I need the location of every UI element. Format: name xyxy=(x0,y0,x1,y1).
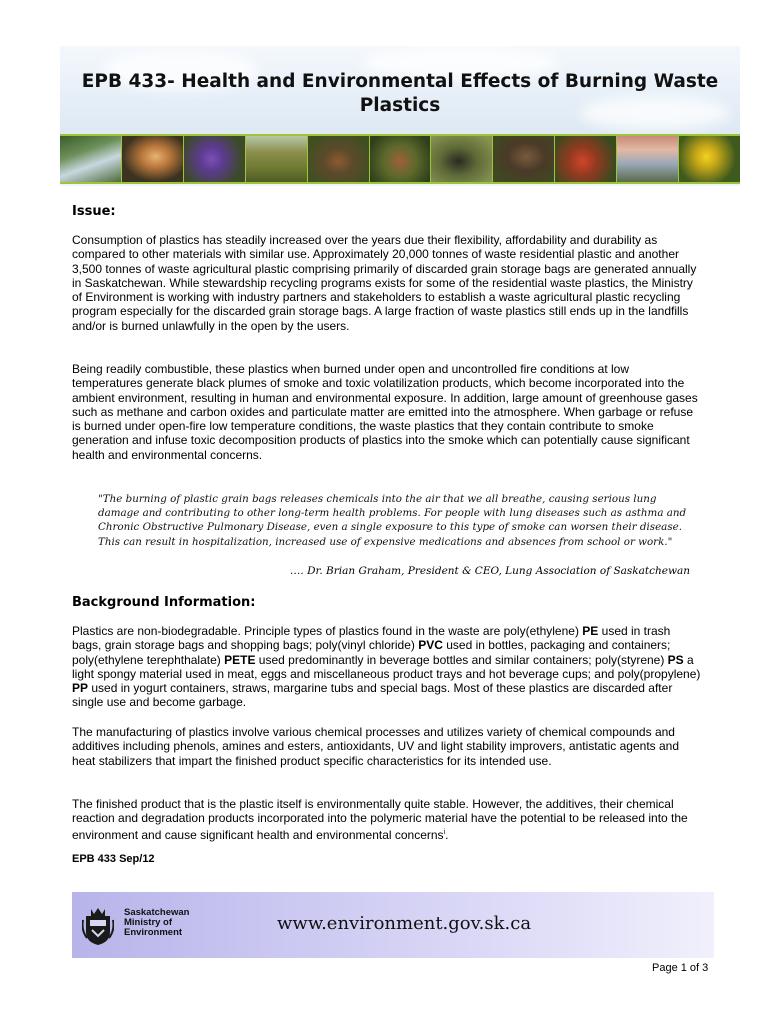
ministry-website-url[interactable]: www.environment.gov.sk.ca xyxy=(277,913,532,934)
plastic-code-ps: PS xyxy=(667,652,684,667)
background-paragraph-2: The manufacturing of plastics involve various chemical processes and utilizes variety of chemical compounds and additives including phenols, amines and esters, antioxidants, UV and light stability improvers, antistatic agents and heat stabilizers that impart the finished product specific characteristics for its intended use. xyxy=(72,725,680,768)
document-title: EPB 433- Health and Environmental Effects of Burning Waste Plastics xyxy=(81,71,719,116)
ministry-footer-banner xyxy=(72,892,714,958)
ministry-line: Environment xyxy=(124,927,183,938)
text-run: used in trash bags, grain storage bags and shopping bags; poly(vinyl chloride) xyxy=(72,624,671,653)
header-banner xyxy=(60,46,740,186)
plastic-code-pete: PETE xyxy=(224,652,256,667)
yellow-flower-photo xyxy=(679,136,740,182)
text-run: used in bottles, packaging and containers; poly(ethylene terephthalate) xyxy=(72,638,671,667)
lake-photo xyxy=(617,136,678,182)
quote-attribution xyxy=(98,565,690,577)
plastic-code-pp: PP xyxy=(72,681,89,696)
text-run: The finished product that is the plastic itself is environmentally quite stable. However, the additives, their chemical reaction and degradation products incorporated into the polymeric material have the potential to be released into the environment and cause significant health and environmental concerns xyxy=(72,797,688,842)
lung-association-quote: "The burning of plastic grain bags releases chemicals into the air that we all breathe, causing serious lung damage and contributing to other long-term health problems. For people with lung diseases such as asthma and Chronic Obstructive Pulmonary Disease, even a single exposure to this type of smoke can worsen their disease. This can result in hospitalization, increased use of expensive medications and absences from school or work." xyxy=(98,493,687,548)
page-number: Page 1 of 3 xyxy=(652,962,709,974)
nature-photo-strip xyxy=(60,134,740,184)
plastic-code-pvc: PVC xyxy=(418,638,443,653)
document-code: EPB 433 Sep/12 xyxy=(72,853,155,865)
plastic-code-pe: PE xyxy=(582,624,599,638)
mushroom-photo xyxy=(122,136,183,182)
red-plant-photo xyxy=(555,136,616,182)
text-run: a light spongy material used in meat, eggs and miscellaneous product trays and hot beverage cups; and poly(propylene) xyxy=(72,652,701,681)
text-run: used in yogurt containers, straws, margarine tubs and special bags. Most of these plastics are discarded after single use and become garbage. xyxy=(72,681,673,710)
waterfall-photo xyxy=(60,136,121,182)
elk-photo xyxy=(308,136,369,182)
quote-author-role: President & CEO, Lung Association of Saskatchewan xyxy=(404,565,690,577)
saskatchewan-crest-icon xyxy=(82,906,114,946)
pine-cone-photo xyxy=(370,136,431,182)
ministry-name xyxy=(124,908,189,938)
text-run: Plastics are non-biodegradable. Principle types of plastics found in the waste are poly(ethylene) xyxy=(72,624,583,638)
grassland-photo xyxy=(246,136,307,182)
ministry-line: Ministry of xyxy=(124,917,173,928)
footnote-marker: i xyxy=(443,828,446,836)
grouse-photo xyxy=(493,136,554,182)
background-paragraph-1 xyxy=(72,624,702,710)
issue-paragraph-1: Consumption of plastics has steadily increased over the years due their flexibility, affordability and durability as compared to other materials with similar use. Approximately 20,000 tonnes of waste residential plastic and another 3,500 tonnes of waste agricultural plastic comprising primarily of discarded grain storage bags are generated annually in Saskatchewan. While stewardship recycling programs exists for some of the residential waste plastics, the Ministry of Environment is working with industry partners and stakeholders to establish a waste agricultural plastic recycling program especially for the discarded grain storage bags. A large fraction of waste plastics still ends up in the landfills and/or is burned unlawfully in the open by the users. xyxy=(72,233,697,333)
quote-author: …. Dr. Brian Graham, xyxy=(289,565,405,577)
text-run: used predominantly in beverage bottles and similar containers; poly(styrene) xyxy=(255,652,668,667)
ministry-line: Saskatchewan xyxy=(124,907,190,918)
text-run: . xyxy=(445,827,449,842)
wetland-bird-photo xyxy=(431,136,492,182)
background-heading: Background Information: xyxy=(72,595,256,610)
background-paragraph-3 xyxy=(72,797,702,842)
issue-paragraph-2: Being readily combustible, these plastics when burned under open and uncontrolled fire conditions at low temperatures generate black plumes of smoke and toxic volatilization products, which become incorporated into the ambient environment, resulting in human and environmental exposure. In addition, large amount of greenhouse gases such as methane and carbon oxides and particulate matter are emitted into the atmosphere. When garbage or refuse is burned under open-fire low temperature conditions, the waste plastics that they contain contribute to smoke generation and infuse toxic decomposition products of plastics into the smoke which can potentially cause significant health and environmental concerns. xyxy=(72,362,698,462)
purple-flower-photo xyxy=(184,136,245,182)
issue-heading: Issue: xyxy=(72,204,116,219)
